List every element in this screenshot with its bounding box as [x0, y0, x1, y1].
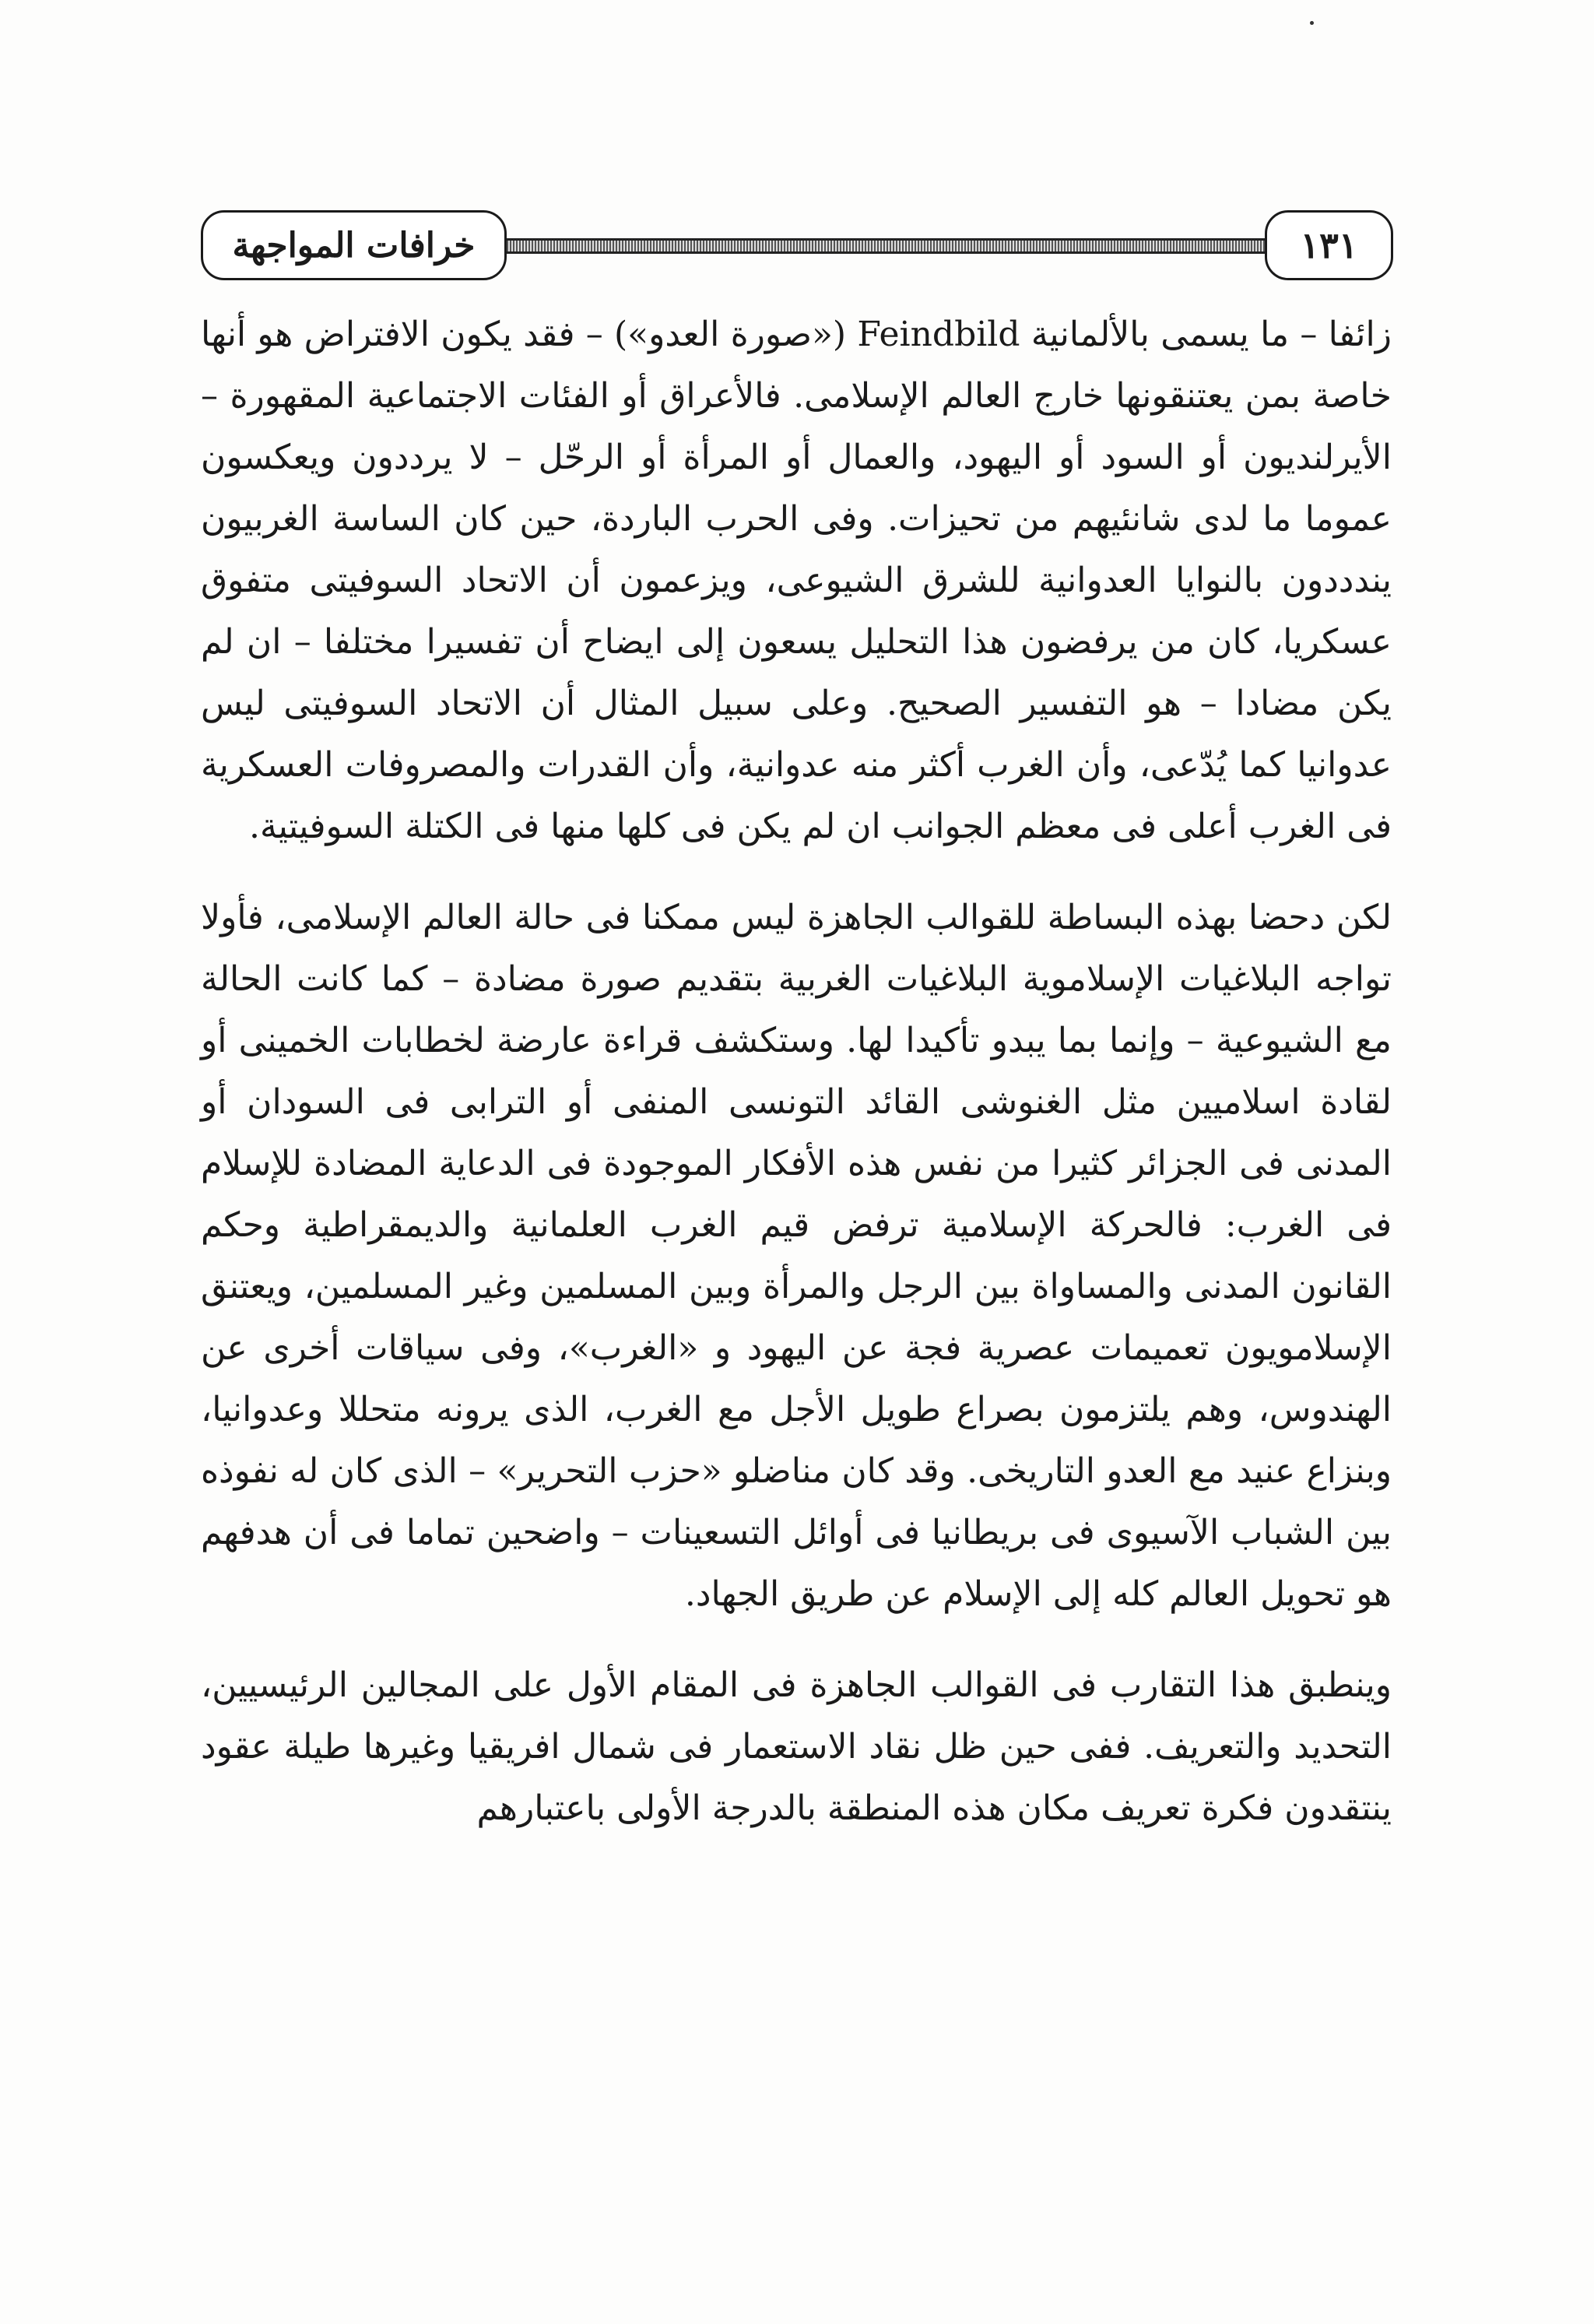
paragraph-2: لكن دحضا بهذه البساطة للقوالب الجاهزة ليس ممكنا فى حالة العالم الإسلامى، فأولا تواجه البلاغيات الإسلاموية البلاغيات الغربية بتقديم صورة مضادة – كما كانت الحالة مع الشيوعية – وإنما بما يبدو تأكيدا لها. وستكشف قراءة عارضة لخطابات الخمينى أو لقادة اسلاميين مثل الغنوشى القائد التونسى المنفى أو الترابى فى السودان أو المدنى فى الجزائر كثيرا من نفس هذه الأفكار الموجودة فى الدعاية المضادة للإسلام فى الغرب: فالحركة الإسلامية ترفض قيم الغرب العلمانية والديمقراطية وحكم القانون المدنى والمساواة بين الرجل والمرأة وبين المسلمين وغير المسلمين، ويعتنق الإسلامويون تعميمات عصرية فجة عن اليهود و «الغرب»، وفى سياقات أخرى عن الهندوس، وهم يلتزمون بصراع طويل الأجل مع الغرب، الذى يرونه متحللا وعدوانيا، وبنزاع عنيد مع العدو التاريخى. وقد كان مناضلو «حزب التحرير» – الذى كان له نفوذه بين الشباب الآسيوى فى بريطانيا فى أوائل التسعينات – واضحين تماما فى أن هدفهم هو تحويل العالم كله إلى الإسلام عن طريق الجهاد. [201, 898, 1392, 1614]
page-header [201, 210, 1393, 288]
page-number: ١٣١ [1265, 210, 1393, 280]
paragraph-3: وينطبق هذا التقارب فى القوالب الجاهزة فى المقام الأول على المجالين الرئيسيين، التحديد والتعريف. ففى حين ظل نقاد الاستعمار فى شمال افريقيا وغيرها طيلة عقود ينتقدون فكرة تعريف مكان هذه المنطقة بالدرجة الأولى باعتبارهم [201, 1665, 1392, 1828]
header-rule [507, 238, 1265, 254]
running-title: خرافات المواجهة [201, 210, 507, 280]
paragraph-1: زائفا – ما يسمى بالألمانية Feindbild («صورة العدو») – فقد يكون الافتراض هو أنها خاصة بمن يعتنقونها خارج العالم الإسلامى. فالأعراق أو الفئات الاجتماعية المقهورة – الأيرلنديون أو السود أو اليهود، والعمال أو المرأة أو الرحّل – لا يرددون ويعكسون عموما ما لدى شانئيهم من تحيزات. وفى الحرب الباردة، حين كان الساسة الغربيون يندددون بالنوايا العدوانية للشرق الشيوعى، ويزعمون أن الاتحاد السوفيتى متفوق عسكريا، كان من يرفضون هذا التحليل يسعون إلى ايضاح أن تفسيرا مختلفا – ان لم يكن مضادا – هو التفسير الصحيح. وعلى سبيل المثال أن الاتحاد السوفيتى ليس عدوانيا كما يُدّعى، وأن الغرب أكثر منه عدوانية، وأن القدرات والمصروفات العسكرية فى الغرب أعلى فى معظم الجوانب ان لم يكن فى كلها منها فى الكتلة السوفيتية. [201, 315, 1392, 846]
body-text [201, 304, 1392, 1853]
scan-speck [1310, 21, 1314, 25]
